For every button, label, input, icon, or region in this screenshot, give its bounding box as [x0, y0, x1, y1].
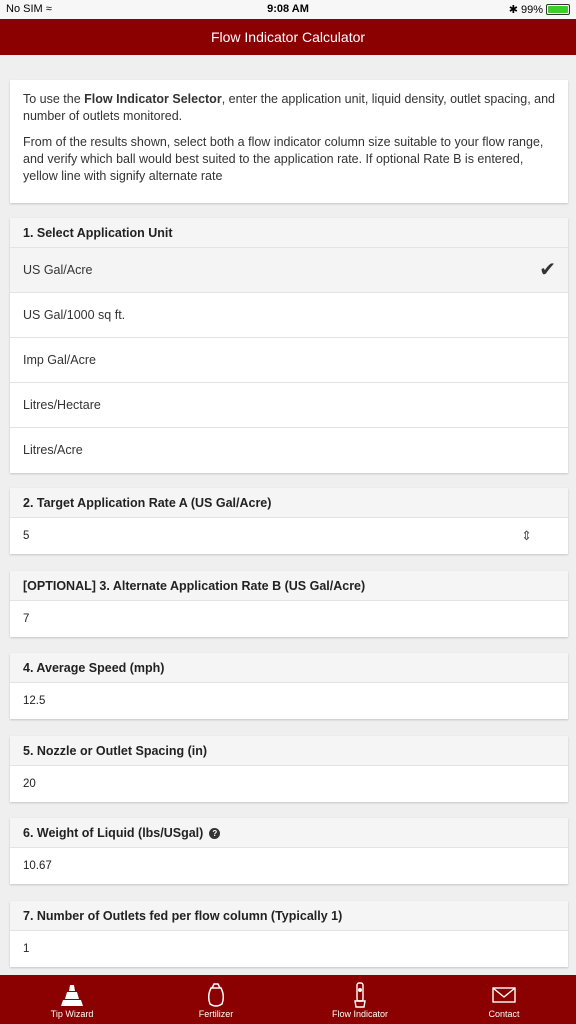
wifi-icon: ≈	[45, 3, 52, 15]
rate-a-input[interactable]: 5 ⇕	[10, 518, 568, 554]
unit-option-litres-acre[interactable]: Litres/Acre	[10, 428, 568, 473]
flow-indicator-icon	[288, 980, 432, 1009]
info-icon[interactable]: ?	[209, 828, 220, 839]
unit-option-us-gal-1000-sqft[interactable]: US Gal/1000 sq ft.	[10, 293, 568, 338]
battery-percent: 99%	[520, 3, 543, 16]
rate-a-section	[10, 488, 568, 554]
unit-option-litres-hectare[interactable]: Litres/Hectare	[10, 383, 568, 428]
clock: 9:08 AM	[267, 3, 309, 15]
outlets-section	[10, 901, 568, 967]
stepper-icon[interactable]: ⇕	[521, 528, 532, 543]
tab-contact[interactable]: Contact	[432, 975, 576, 1024]
tab-tip-wizard[interactable]: Tip Wizard	[0, 975, 144, 1024]
speed-header: 4. Average Speed (mph)	[10, 653, 568, 683]
rate-a-header: 2. Target Application Rate A (US Gal/Acre)	[10, 488, 568, 518]
weight-input[interactable]: 10.67	[23, 860, 52, 872]
unit-section	[10, 218, 568, 473]
status-bar	[0, 0, 576, 19]
envelope-icon	[432, 980, 576, 1009]
rate-b-section	[10, 571, 568, 637]
tip-wizard-icon	[0, 980, 144, 1009]
outlets-input[interactable]: 1	[23, 943, 30, 955]
unit-option-us-gal-acre[interactable]: US Gal/Acre ✔	[10, 248, 568, 293]
outlets-header: 7. Number of Outlets fed per flow column (Typically 1)	[10, 901, 568, 931]
checkmark-icon: ✔	[539, 259, 556, 281]
rate-b-input[interactable]: 7	[23, 613, 30, 625]
spacing-section	[10, 736, 568, 802]
speed-input[interactable]: 12.5	[23, 695, 46, 707]
unit-option-imp-gal-acre[interactable]: Imp Gal/Acre	[10, 338, 568, 383]
speed-section	[10, 653, 568, 719]
unit-section-header: 1. Select Application Unit	[10, 218, 568, 248]
spacing-header: 5. Nozzle or Outlet Spacing (in)	[10, 736, 568, 766]
rate-b-header: [OPTIONAL] 3. Alternate Application Rate B (US Gal/Acre)	[10, 571, 568, 601]
tab-flow-indicator[interactable]: Flow Indicator	[288, 975, 432, 1024]
intro-paragraph-1: To use the Flow Indicator Selector, enter the application unit, liquid density, outlet spacing, and number of outlets monitored.	[23, 92, 556, 123]
carrier-label: No SIM ≈	[6, 3, 52, 15]
fertilizer-icon	[144, 980, 288, 1009]
tab-fertilizer[interactable]: Fertilizer	[144, 975, 288, 1024]
spacing-input[interactable]: 20	[23, 778, 36, 790]
tab-bar	[0, 975, 576, 1024]
main-content[interactable]	[0, 55, 576, 975]
battery-status	[509, 3, 570, 16]
bluetooth-icon: ✱	[508, 4, 518, 16]
nav-title: Flow Indicator Calculator	[0, 19, 576, 55]
weight-section	[10, 818, 568, 884]
intro-paragraph-2: From of the results shown, select both a flow indicator column size suitable to your flow range, and verify which ball would best suited to the application rate. If optional Rate B is entered, yellow line with signify alternate rate	[23, 135, 544, 183]
weight-header: 6. Weight of Liquid (lbs/USgal) ?	[10, 818, 568, 848]
intro-card	[10, 80, 568, 203]
battery-icon	[546, 4, 570, 15]
